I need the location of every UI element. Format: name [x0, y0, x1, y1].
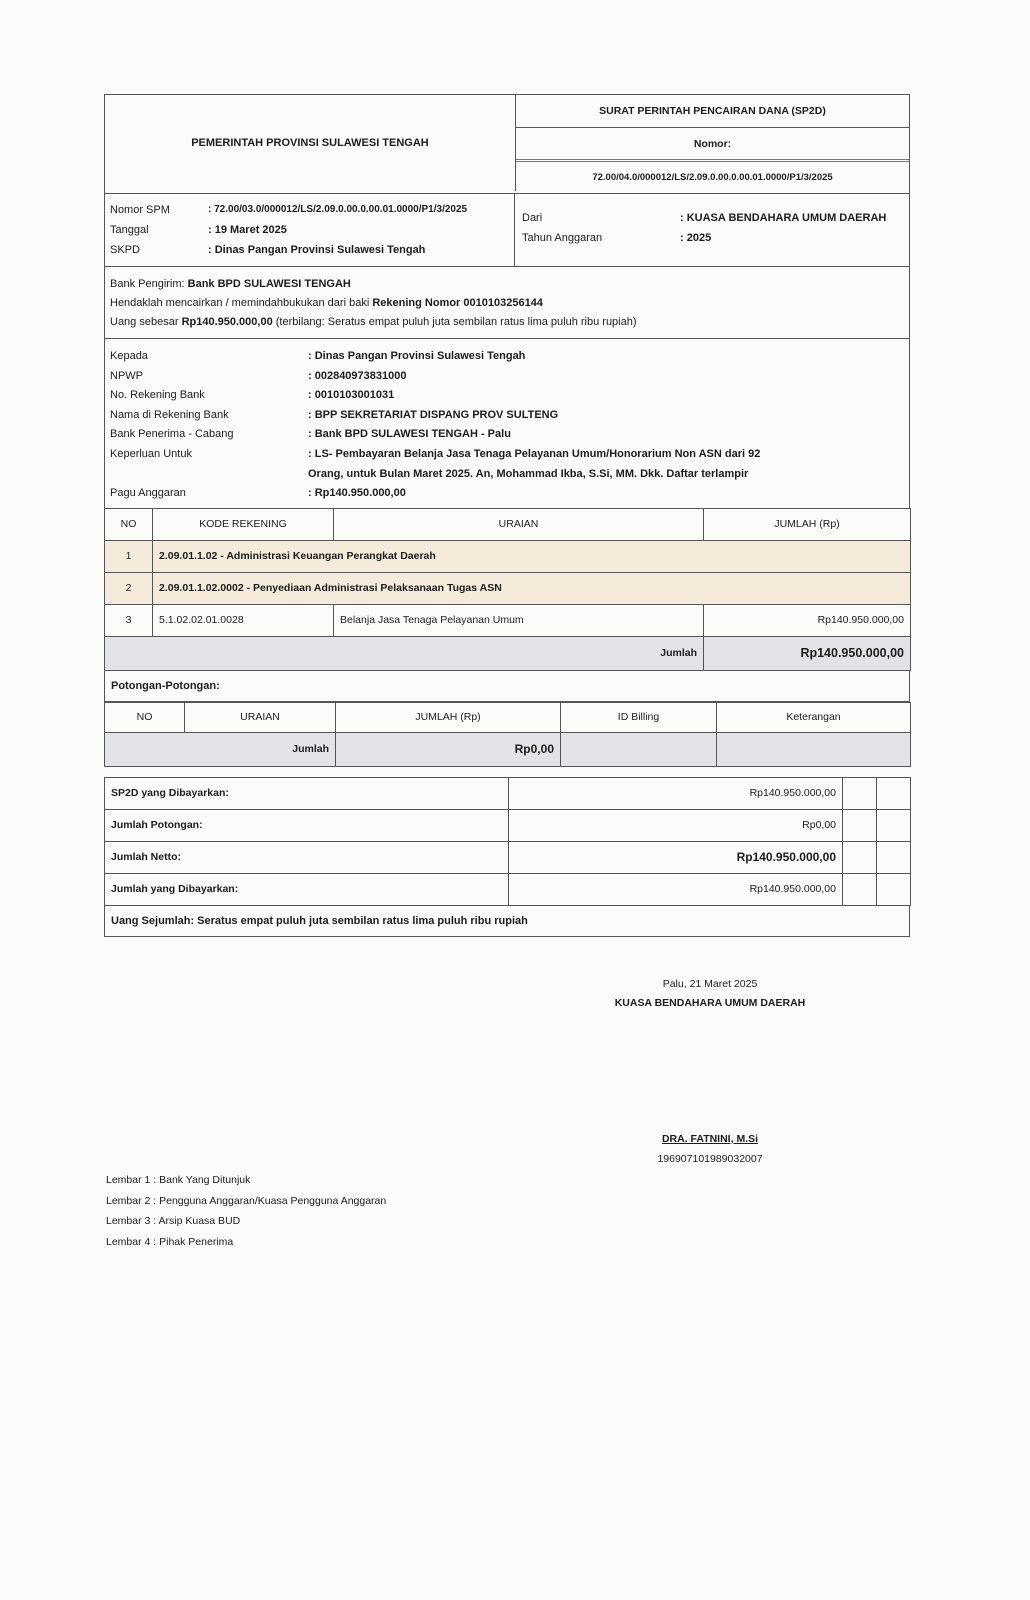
source-account: Rekening Nomor 0010103256144: [372, 297, 543, 309]
total-value: Rp140.950.000,00: [704, 636, 911, 670]
org-name: PEMERINTAH PROVINSI SULAWESI TENGAH: [105, 95, 516, 191]
deductions-billing-empty: [561, 732, 717, 766]
copy-2: Lembar 2 : Pengguna Anggaran/Kuasa Pengguna Anggaran: [106, 1194, 387, 1207]
skpd-label: SKPD: [110, 244, 140, 256]
account-number-label: No. Rekening Bank: [110, 389, 205, 402]
from-label: Dari: [522, 212, 543, 224]
net-amount-label: Jumlah Netto:: [105, 841, 509, 873]
table-row: [105, 604, 911, 636]
amount-in-words: Uang Sejumlah: Seratus empat puluh juta sembilan ratus lima puluh ribu rupiah: [104, 906, 910, 937]
summary-row: [105, 841, 911, 873]
table-row: [105, 540, 911, 572]
purpose-value-continued: Orang, untuk Bulan Maret 2025. An, Mohammad Ikba, S.Si, MM. Dkk. Daftar terlampir: [308, 467, 749, 480]
deductions-total-label: Jumlah: [105, 732, 336, 766]
recipient-info: [105, 338, 909, 508]
deductions-col-no: NO: [105, 702, 185, 732]
date-label: Tanggal: [110, 224, 149, 236]
doc-title: SURAT PERINTAH PENCAIRAN DANA (SP2D): [516, 95, 909, 128]
amount-prefix: Uang sebesar: [110, 316, 179, 328]
deductions-col-billing-id: ID Billing: [561, 702, 717, 732]
nomor-label: Nomor:: [516, 128, 909, 162]
copy-distribution: [106, 1170, 386, 1252]
budget-ceiling-label: Pagu Anggaran: [110, 487, 186, 500]
purpose-continued-label: [110, 465, 308, 485]
account-name-label: Nama di Rekening Bank: [110, 408, 229, 421]
spm-info: [105, 194, 515, 266]
purpose-value: : LS- Pembayaran Belanja Jasa Tenaga Pelayanan Umum/Honorarium Non ASN dari 92: [308, 447, 761, 460]
summary-row: [105, 873, 911, 905]
spm-number-label: Nomor SPM: [110, 204, 170, 216]
row-description: Belanja Jasa Tenaga Pelayanan Umum: [334, 604, 704, 636]
deductions-col-amount: JUMLAH (Rp): [336, 702, 561, 732]
copy-1: Lembar 1 : Bank Yang Ditunjuk: [106, 1174, 251, 1186]
receiving-bank-value: : Bank BPD SULAWESI TENGAH - Palu: [308, 428, 511, 441]
col-header-amount: JUMLAH (Rp): [704, 508, 911, 540]
signatory-nip: 196907101989032007: [657, 1153, 763, 1165]
npwp-label: NPWP: [110, 369, 143, 382]
row-program-text: 2.09.01.1.02 - Administrasi Keuangan Perangkat Daerah: [153, 540, 911, 572]
net-amount-value: Rp140.950.000,00: [509, 841, 843, 873]
deductions-sum-label: Jumlah Potongan:: [105, 809, 509, 841]
deductions-total-row: [105, 732, 911, 766]
row-amount: Rp140.950.000,00: [704, 604, 911, 636]
budget-ceiling-value: : Rp140.950.000,00: [308, 487, 406, 500]
account-number-value: : 0010103001031: [308, 389, 395, 402]
sender-bank-value: Bank BPD SULAWESI TENGAH: [187, 278, 351, 290]
row-account-code: 5.1.02.02.01.0028: [153, 604, 334, 636]
year-label: Tahun Anggaran: [522, 232, 603, 244]
deductions-label: Potongan-Potongan:: [104, 671, 910, 702]
deductions-col-description: URAIAN: [185, 702, 336, 732]
instruction-text: Hendaklah mencairkan / memindahbukukan dari baki: [110, 297, 370, 309]
skpd-value: : Dinas Pangan Provinsi Sulawesi Tengah: [208, 244, 426, 256]
row-activity-text: 2.09.01.1.02.0002 - Penyediaan Administrasi Pelaksanaan Tugas ASN: [153, 572, 911, 604]
account-name-value: : BPP SEKRETARIAT DISPANG PROV SULTENG: [308, 408, 559, 421]
source-info: [515, 194, 909, 266]
recipient-label: Kepada: [110, 350, 148, 362]
copy-3: Lembar 3 : Arsip Kuasa BUD: [106, 1215, 241, 1227]
col-header-code: KODE REKENING: [153, 508, 334, 540]
deductions-sum-value: Rp0,00: [509, 809, 843, 841]
copy-4: Lembar 4 : Pihak Penerima: [106, 1235, 234, 1248]
table-total-row: [105, 636, 911, 670]
from-value: : KUASA BENDAHARA UMUM DAERAH: [680, 212, 887, 224]
receiving-bank-label: Bank Penerima - Cabang: [110, 428, 234, 441]
summary-row: [105, 809, 911, 841]
date-value: : 19 Maret 2025: [208, 224, 287, 236]
amount-paid-label: Jumlah yang Dibayarkan:: [105, 873, 509, 905]
summary-table: [104, 777, 911, 906]
npwp-value: : 002840973831000: [308, 369, 407, 382]
sp2d-paid-label: SP2D yang Dibayarkan:: [105, 777, 509, 809]
sp2d-paid-value: Rp140.950.000,00: [509, 777, 843, 809]
summary-row: [105, 777, 911, 809]
spm-number-value: : 72.00/03.0/000012/LS/2.09.0.00.0.00.01.0000/P1/3/2025: [208, 204, 468, 215]
signature-role: KUASA BENDAHARA UMUM DAERAH: [614, 997, 806, 1009]
signature-place-date: Palu, 21 Maret 2025: [662, 978, 758, 990]
signatory-name: DRA. FATNINI, M.Si: [661, 1133, 759, 1145]
deductions-header-row: [105, 702, 911, 732]
row-no: 1: [105, 540, 153, 572]
nomor-value: 72.00/04.0/000012/LS/2.09.0.00.0.00.01.0000/P1/3/2025: [592, 172, 833, 183]
row-no: 3: [105, 604, 153, 636]
deductions-total-value: Rp0,00: [336, 732, 561, 766]
header-box: [104, 94, 910, 509]
col-header-no: NO: [105, 508, 153, 540]
year-value: : 2025: [680, 232, 712, 244]
amount-paid-value: Rp140.950.000,00: [509, 873, 843, 905]
recipient-value: : Dinas Pangan Provinsi Sulawesi Tengah: [308, 350, 526, 362]
bank-instruction: [105, 266, 909, 338]
total-label: Jumlah: [105, 636, 704, 670]
amount-value: Rp140.950.000,00: [181, 316, 273, 328]
deductions-table: [104, 702, 911, 767]
account-code-table: [104, 508, 911, 671]
sender-bank-label: Bank Pengirim:: [110, 278, 185, 290]
sp2d-document: [104, 94, 910, 937]
deductions-col-notes: Keterangan: [717, 702, 911, 732]
col-header-description: URAIAN: [334, 508, 704, 540]
amount-words: (terbilang: Seratus empat puluh juta sembilan ratus lima puluh ribu rupiah): [275, 316, 637, 328]
table-header-row: [105, 508, 911, 540]
purpose-label: Keperluan Untuk: [110, 447, 192, 460]
row-no: 2: [105, 572, 153, 604]
deductions-notes-empty: [717, 732, 911, 766]
table-row: [105, 572, 911, 604]
